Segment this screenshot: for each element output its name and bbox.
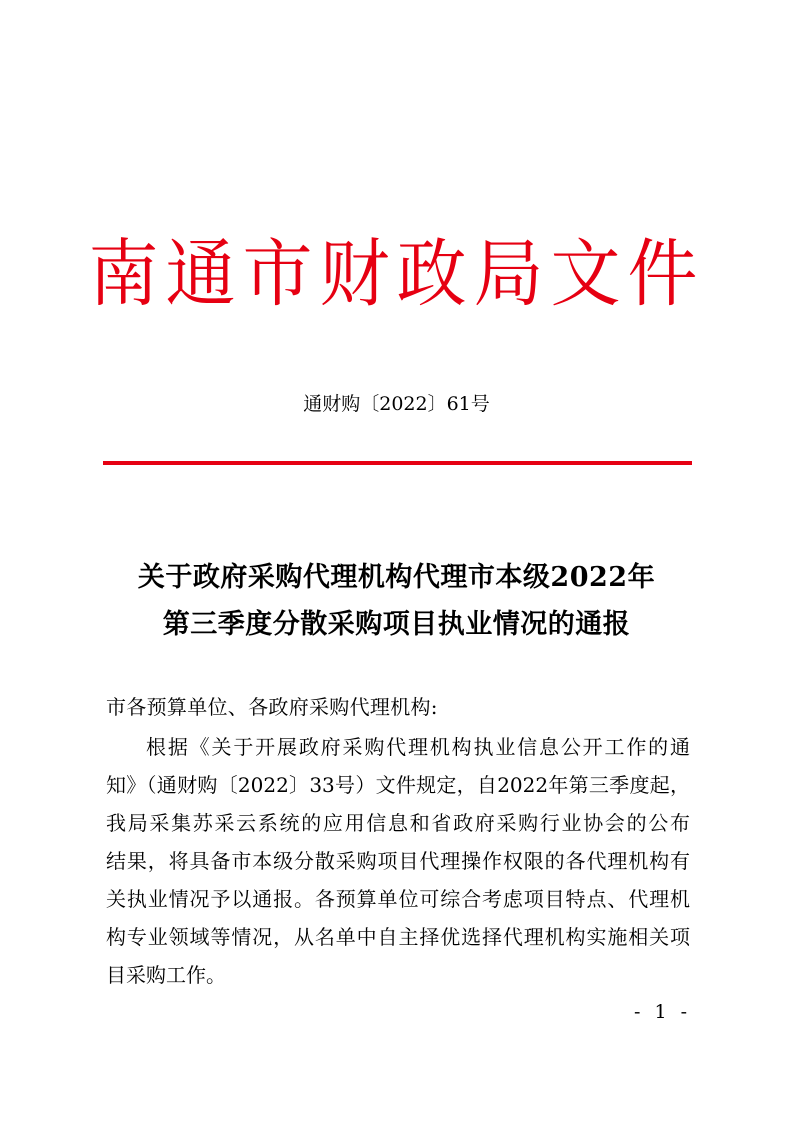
- body-text-line: 知》（通财购〔2022〕33号）文件规定，自2022年第三季度起，: [106, 773, 690, 797]
- body-text-line: 关执业情况予以通报。各预算单位可综合考虑项目特点、代理机: [106, 887, 690, 911]
- body-text-line: 结果，将具备市本级分散采购项目代理操作权限的各代理机构有: [106, 849, 690, 873]
- body-text-line: 我局采集苏采云系统的应用信息和省政府采购行业协会的公布: [106, 811, 690, 835]
- body-text-line: 构专业领域等情况，从名单中自主择优选择代理机构实施相关项: [106, 925, 690, 949]
- masthead-title: 南通市财政局文件: [88, 230, 705, 318]
- notice-title-line-1: 关于政府采购代理机构代理市本级2022年: [137, 562, 656, 593]
- document-number: 通财购〔2022〕61号: [303, 393, 490, 415]
- body-text-line: 目采购工作。: [106, 963, 226, 987]
- page-number: - 1 -: [634, 1001, 692, 1023]
- salutation: 市各预算单位、各政府采购代理机构:: [106, 695, 438, 719]
- red-divider-rule: [103, 461, 692, 465]
- notice-title-line-2: 第三季度分散采购项目执业情况的通报: [162, 609, 631, 640]
- body-text-line: 根据《关于开展政府采购代理机构执业信息公开工作的通: [146, 735, 690, 759]
